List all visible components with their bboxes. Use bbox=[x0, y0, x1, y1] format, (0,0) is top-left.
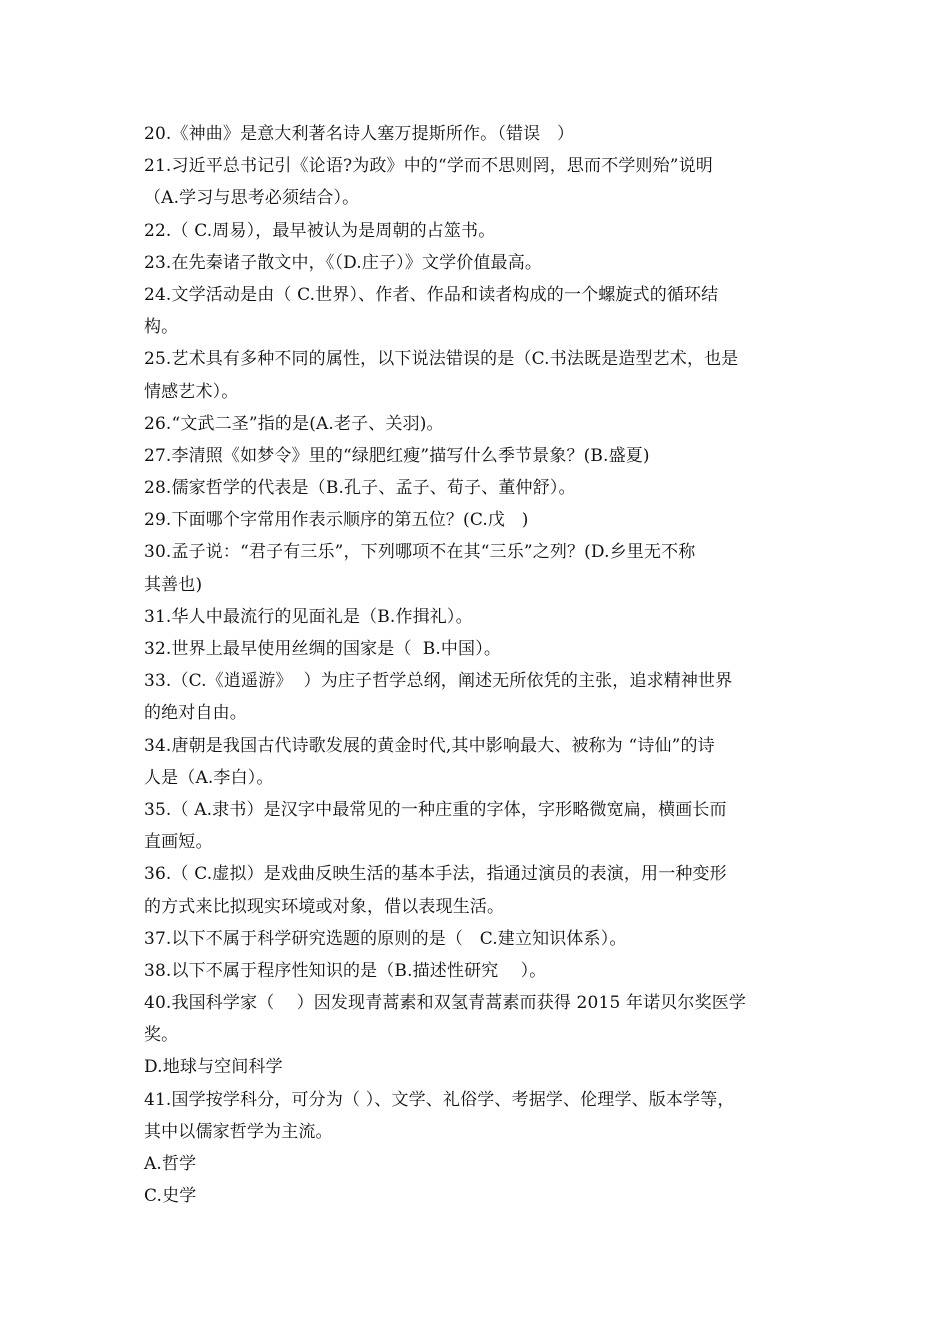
question-20-line: 20.《神曲》是意大利著名诗人塞万提斯所作。（错误 ） bbox=[144, 124, 575, 144]
question-40-continuation: 奖。 bbox=[144, 1025, 179, 1046]
question-35-continuation: 直画短。 bbox=[144, 832, 213, 853]
document-body bbox=[144, 118, 814, 1212]
question-38-line: 38.以下不属于程序性知识的是（B.描述性研究 ）。 bbox=[144, 960, 547, 981]
question-40-line: 40.我国科学家（ ）因发现青蒿素和双氢青蒿素而获得 2015 年诺贝尔奖医学 bbox=[144, 993, 747, 1014]
question-21-continuation: （A.学习与思考必须结合）。 bbox=[144, 188, 360, 209]
question-35-line: 35.（ A.隶书）是汉字中最常见的一种庄重的字体，字形略微宽扁，横画长而 bbox=[144, 799, 727, 820]
question-41-line: 41.国学按学科分，可分为（ ）、文学、礼俗学、考据学、伦理学、版本学等， bbox=[144, 1089, 735, 1110]
question-24-line: 24.文学活动是由（ C.世界）、作者、作品和读者构成的一个螺旋式的循环结 bbox=[144, 284, 719, 305]
question-33-line: 33.（C.《逍遥游》 ）为庄子哲学总纲，阐述无所依凭的主张，追求精神世界 bbox=[144, 671, 733, 692]
question-40-option-d: D.地球与空间科学 bbox=[144, 1057, 283, 1078]
question-30-continuation: 其善也) bbox=[144, 574, 203, 595]
question-37-line: 37.以下不属于科学研究选题的原则的是（ C.建立知识体系）。 bbox=[144, 928, 627, 949]
question-31-line: 31.华人中最流行的见面礼是（B.作揖礼）。 bbox=[144, 606, 473, 627]
question-29-line: 29.下面哪个字常用作表示顺序的第五位？(C.戊 ) bbox=[144, 510, 529, 531]
question-28-line: 28.儒家哲学的代表是（B.孔子、孟子、荀子、董仲舒）。 bbox=[144, 478, 576, 499]
question-25-line: 25.艺术具有多种不同的属性，以下说法错误的是（C.书法既是造型艺术，也是 bbox=[144, 349, 739, 370]
question-32-line: 32.世界上最早使用丝绸的国家是（ B.中国）。 bbox=[144, 639, 501, 659]
question-34-continuation: 人是（A.李白）。 bbox=[144, 767, 274, 788]
question-41-continuation: 其中以儒家哲学为主流。 bbox=[144, 1121, 333, 1142]
question-36-continuation: 的方式来比拟现实环境或对象，借以表现生活。 bbox=[144, 896, 505, 917]
question-30-line: 30.孟子说：“君子有三乐”，下列哪项不在其“三乐”之列？(D.乡里无不称 bbox=[144, 542, 696, 563]
question-33-continuation: 的绝对自由。 bbox=[144, 703, 247, 724]
question-36-line: 36.（ C.虚拟）是戏曲反映生活的基本手法，指通过演员的表演，用一种变形 bbox=[144, 864, 727, 885]
question-24-continuation: 构。 bbox=[144, 317, 179, 338]
question-26-line: 26.“文武二圣”指的是(A.老子、关羽)。 bbox=[144, 413, 444, 434]
question-25-continuation: 情感艺术）。 bbox=[144, 381, 239, 402]
question-34-line: 34.唐朝是我国古代诗歌发展的黄金时代,其中影响最大、被称为 “诗仙”的诗 bbox=[144, 735, 715, 756]
question-23-line: 23.在先秦诸子散文中，《（D.庄子）》文学价值最高。 bbox=[144, 252, 543, 273]
question-41-option-c: C.史学 bbox=[144, 1186, 197, 1207]
question-41-option-a: A.哲学 bbox=[144, 1154, 197, 1174]
question-21-line: 21.习近平总书记引《论语?为政》中的“学而不思则罔，思而不学则殆”说明 bbox=[144, 156, 713, 177]
question-22-line: 22.（ C.周易），最早被认为是周朝的占筮书。 bbox=[144, 220, 496, 241]
question-27-line: 27.李清照《如梦令》里的“绿肥红瘦”描写什么季节景象？(B.盛夏) bbox=[144, 445, 650, 466]
